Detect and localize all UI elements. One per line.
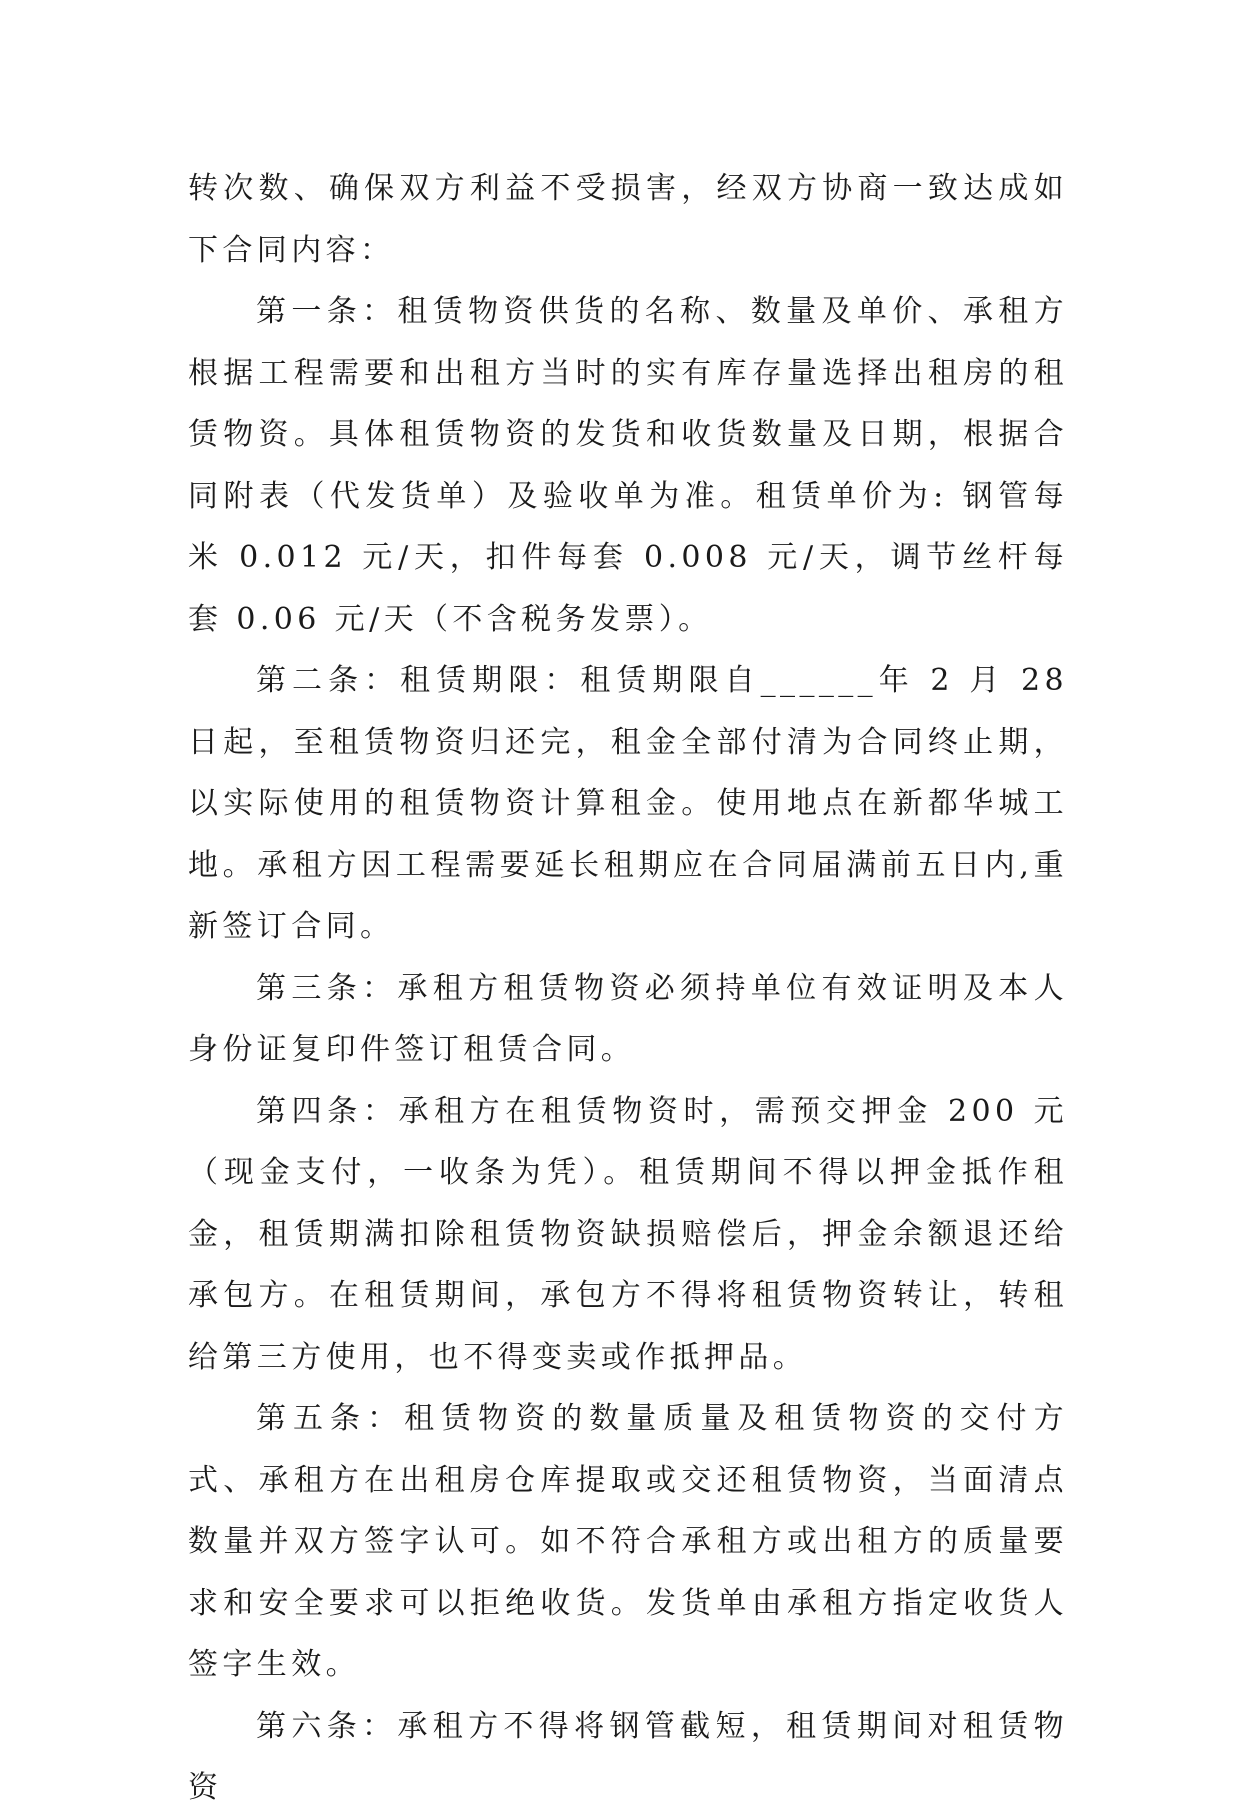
paragraph-article-2: 第二条：租赁期限：租赁期限自______年 2 月 28 日起，至租赁物资归还完，租金全部付清为合同终止期，以实际使用的租赁物资计算租金。使用地点在新都华城工地。承租方因工程需要延长租期应在合同届满前五日内,重新签订合同。 xyxy=(188,663,1068,944)
paragraph-article-5: 第五条：租赁物资的数量质量及租赁物资的交付方式、承租方在出租房仓库提取或交还租赁物资，当面清点数量并双方签字认可。如不符合承租方或出租方的质量要求和安全要求可以拒绝收货。发货单由承租方指定收货人签字生效。 xyxy=(188,1401,1068,1682)
paragraph-intro-continued: 转次数、确保双方利益不受损害，经双方协商一致达成如下合同内容： xyxy=(188,171,1068,268)
contract-body xyxy=(188,158,1068,1819)
paragraph-article-6: 第六条：承租方不得将钢管截短，租赁期间对租赁物资 xyxy=(188,1708,1068,1805)
paragraph-article-4: 第四条：承租方在租赁物资时，需预交押金 200 元（现金支付，一收条为凭）。租赁期间不得以押金抵作租金，租赁期满扣除租赁物资缺损赔偿后，押金余额退还给承包方。在租赁期间，承包方不得将租赁物资转让，转租给第三方使用，也不得变卖或作抵押品。 xyxy=(188,1093,1068,1375)
paragraph-article-3: 第三条：承租方租赁物资必须持单位有效证明及本人身份证复印件签订租赁合同。 xyxy=(188,970,1068,1067)
paragraph-article-1: 第一条：租赁物资供货的名称、数量及单价、承租方根据工程需要和出租方当时的实有库存量选择出租房的租赁物资。具体租赁物资的发货和收货数量及日期，根据合同附表（代发货单）及验收单为准。租赁单价为: 钢管每米 0.012 元/天，扣件每套 0.008 元/天，调节丝杆每套 0.06 元/天（不含税务发票）。 xyxy=(188,294,1068,637)
